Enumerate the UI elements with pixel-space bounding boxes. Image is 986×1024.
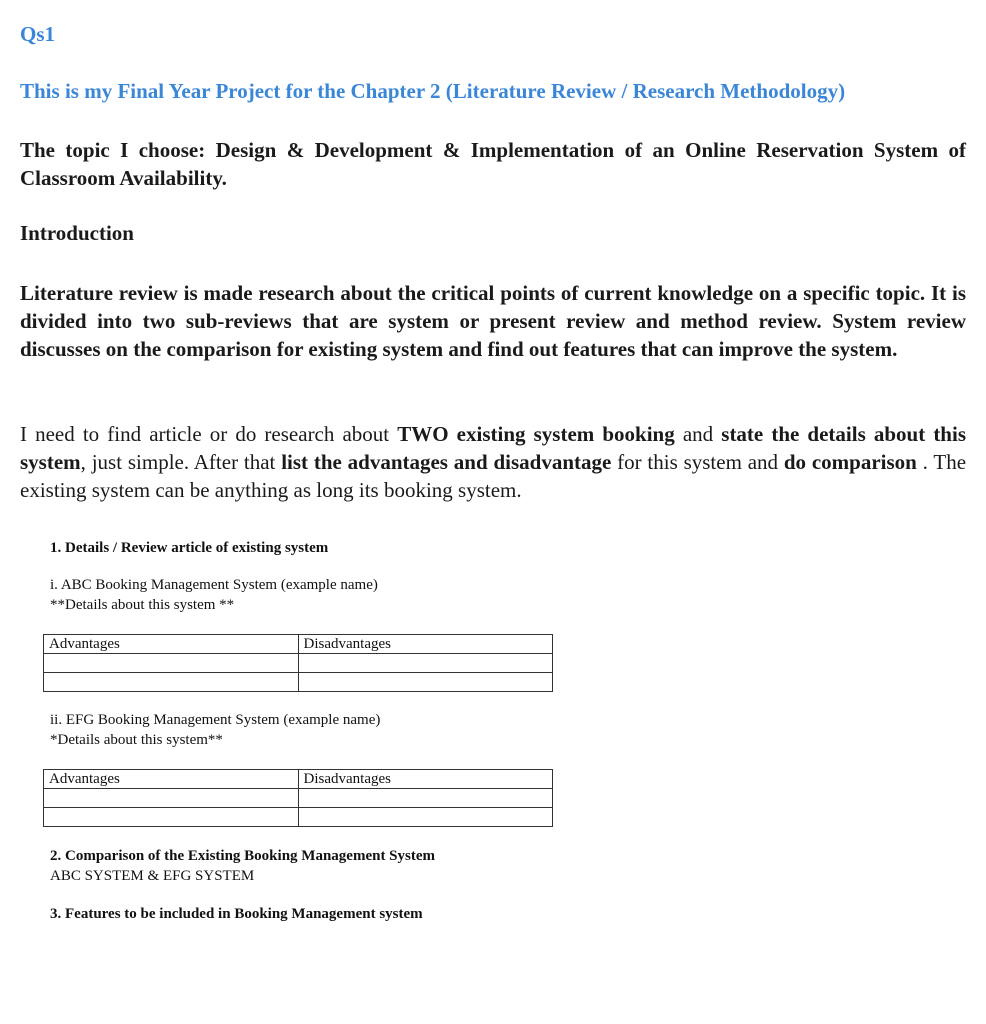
system-2-table xyxy=(43,769,553,827)
request-text: . The existing system can be anything as long its booking system. xyxy=(20,450,967,502)
table-cell xyxy=(44,673,299,692)
table-cell xyxy=(298,789,553,808)
request-text: and xyxy=(674,422,722,446)
table-cell xyxy=(44,808,299,827)
request-text: I need to find article or do research about xyxy=(20,422,398,446)
section-2-title: 2. Comparison of the Existing Booking Management System xyxy=(50,848,436,864)
table-cell xyxy=(298,808,553,827)
table-header-row xyxy=(44,635,553,654)
request-text: for this system and xyxy=(611,450,784,474)
table-cell xyxy=(298,654,553,673)
introduction-paragraph: Literature review is made research about the critical points of current knowledge on a specific topic. It is divided into two sub-reviews that are system or present review and method review. System review discusses on the comparison for existing system and find out features that can improve the system. xyxy=(20,281,966,361)
request-emphasis: state the details about this system xyxy=(20,422,966,474)
project-heading: This is my Final Year Project for the Chapter 2 (Literature Review / Research Methodology) xyxy=(20,79,846,103)
table-row xyxy=(44,789,553,808)
col-advantages: Advantages xyxy=(44,635,299,654)
section-3-title: 3. Features to be included in Booking Management system xyxy=(50,906,423,922)
table-row xyxy=(44,673,553,692)
question-number: Qs1 xyxy=(20,22,56,46)
system-2-name: ii. EFG Booking Management System (example name) xyxy=(50,712,381,728)
table-row xyxy=(44,808,553,827)
table-cell xyxy=(44,789,299,808)
request-emphasis: do comparison xyxy=(783,450,917,474)
request-paragraph xyxy=(20,420,966,504)
table-cell xyxy=(298,673,553,692)
topic-statement: The topic I choose: Design & Development & Implementation of an Online Reservation System of Classroom Availability. xyxy=(20,138,966,190)
system-1-table xyxy=(43,634,553,692)
col-disadvantages: Disadvantages xyxy=(298,770,553,789)
table-cell xyxy=(44,654,299,673)
section-2-subtitle: ABC SYSTEM & EFG SYSTEM xyxy=(50,868,255,884)
introduction-heading: Introduction xyxy=(20,221,134,245)
table-row xyxy=(44,654,553,673)
request-emphasis: list the advantages and disadvantage xyxy=(281,450,612,474)
system-2-details: *Details about this system** xyxy=(50,732,223,748)
request-emphasis: TWO existing system booking xyxy=(397,422,675,446)
system-1-name: i. ABC Booking Management System (example name) xyxy=(50,577,378,593)
section-1-title: 1. Details / Review article of existing system xyxy=(50,540,329,556)
col-advantages: Advantages xyxy=(44,770,299,789)
table-header-row xyxy=(44,770,553,789)
template-outline xyxy=(0,530,986,950)
system-1-details: **Details about this system ** xyxy=(50,597,235,613)
request-text: , just simple. After that xyxy=(80,450,282,474)
col-disadvantages: Disadvantages xyxy=(298,635,553,654)
